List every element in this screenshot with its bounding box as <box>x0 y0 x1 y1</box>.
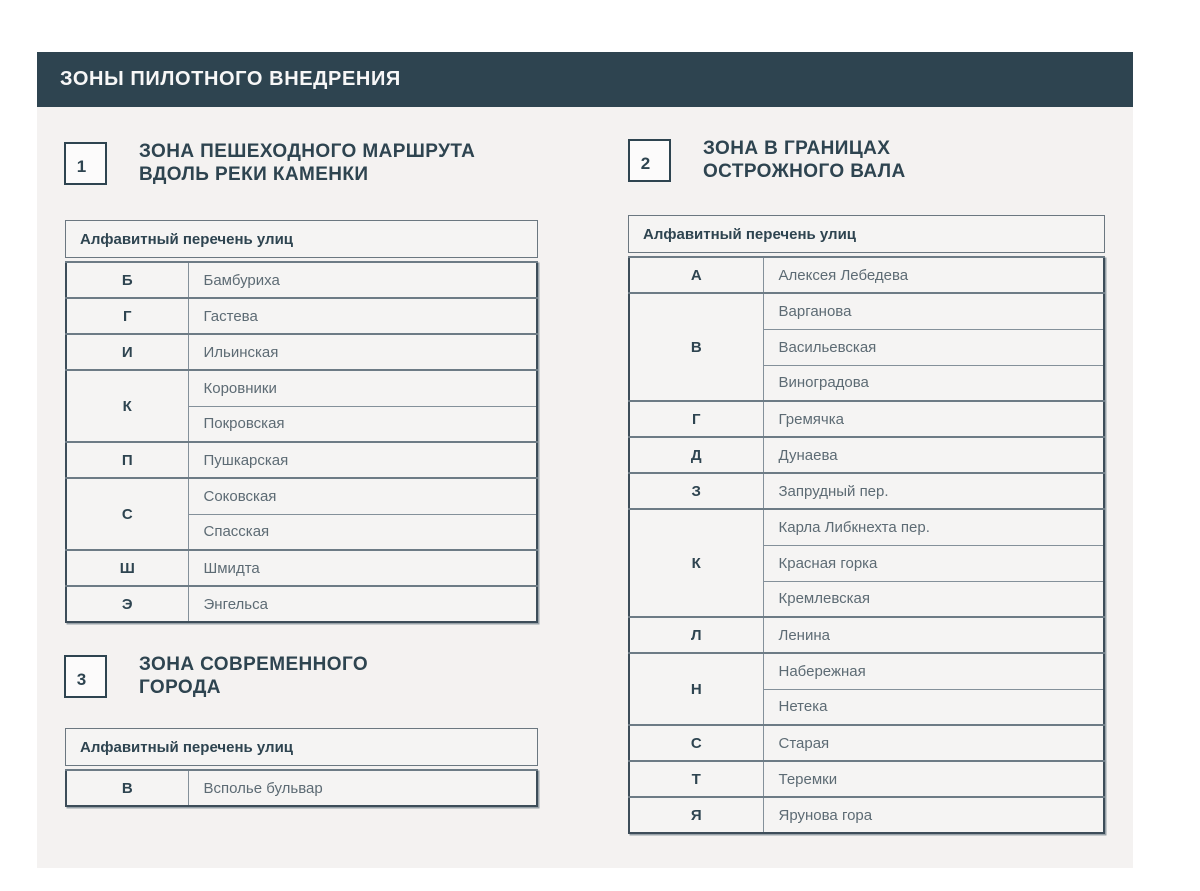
table-row <box>629 797 1104 833</box>
street-cell: Запрудный пер. <box>763 473 1104 509</box>
letter-cell: Б <box>66 262 188 298</box>
zone-number: 1 <box>76 156 87 176</box>
street-cell: Спасская <box>188 514 537 550</box>
street-table <box>628 256 1105 834</box>
table-row <box>629 617 1104 653</box>
zone-title-line: ЗОНА ПЕШЕХОДНОГО МАРШРУТА <box>139 141 476 162</box>
table-body-container <box>65 261 538 623</box>
street-table <box>65 769 538 807</box>
table-row <box>629 473 1104 509</box>
letter-cell: Г <box>66 298 188 334</box>
table-row <box>629 725 1104 761</box>
letter-cell: Г <box>629 401 763 437</box>
street-cell: Ярунова гора <box>763 797 1104 833</box>
street-cell: Алексея Лебедева <box>763 257 1104 293</box>
zone-1-number-badge <box>64 142 107 185</box>
table-header: Алфавитный перечень улиц <box>628 215 1105 253</box>
table-header: Алфавитный перечень улиц <box>65 220 538 258</box>
table-row <box>629 761 1104 797</box>
zone-3-header <box>64 655 368 699</box>
zone-title-line: ГОРОДА <box>139 677 221 698</box>
zone-3-title <box>139 653 368 699</box>
zone-number: 2 <box>640 153 651 173</box>
street-cell: Виноградова <box>763 365 1104 401</box>
letter-cell: С <box>66 478 188 550</box>
table-row <box>66 550 537 586</box>
letter-cell: Э <box>66 586 188 622</box>
table-row <box>629 401 1104 437</box>
street-cell: Коровники <box>188 370 537 406</box>
table-row <box>629 257 1104 293</box>
street-cell: Красная горка <box>763 545 1104 581</box>
street-cell: Соковская <box>188 478 537 514</box>
table-row <box>629 437 1104 473</box>
zone-title-line: ЗОНА СОВРЕМЕННОГО <box>139 654 369 675</box>
letter-cell: З <box>629 473 763 509</box>
table-row <box>66 586 537 622</box>
table-row <box>66 334 537 370</box>
table-row <box>629 293 1104 329</box>
letter-cell: Д <box>629 437 763 473</box>
table-body-container <box>628 256 1105 834</box>
street-cell: Васильевская <box>763 329 1104 365</box>
letter-cell: Ш <box>66 550 188 586</box>
zone-title-line: ВДОЛЬ РЕКИ КАМЕНКИ <box>139 164 369 185</box>
street-cell: Шмидта <box>188 550 537 586</box>
street-cell: Старая <box>763 725 1104 761</box>
table-row <box>629 653 1104 689</box>
street-cell: Дунаева <box>763 437 1104 473</box>
letter-cell: Л <box>629 617 763 653</box>
letter-cell: П <box>66 442 188 478</box>
zone-1-header <box>64 142 475 186</box>
zone-title-line: ОСТРОЖНОГО ВАЛА <box>703 161 906 182</box>
street-cell: Набережная <box>763 653 1104 689</box>
letter-cell: К <box>66 370 188 442</box>
street-cell: Варганова <box>763 293 1104 329</box>
letter-cell: К <box>629 509 763 617</box>
street-cell: Энгельса <box>188 586 537 622</box>
letter-cell: Т <box>629 761 763 797</box>
street-table <box>65 261 538 623</box>
table-body-container <box>65 769 538 807</box>
letter-cell: В <box>66 770 188 806</box>
zone-number: 3 <box>76 669 87 689</box>
letter-cell: С <box>629 725 763 761</box>
table-row <box>66 770 537 806</box>
letter-cell: В <box>629 293 763 401</box>
street-cell: Пушкарская <box>188 442 537 478</box>
zone-1-title <box>139 140 475 186</box>
street-cell: Ленина <box>763 617 1104 653</box>
letter-cell: А <box>629 257 763 293</box>
table-row <box>629 509 1104 545</box>
street-cell: Покровская <box>188 406 537 442</box>
zone-3-street-table <box>65 728 538 807</box>
street-cell: Гастева <box>188 298 537 334</box>
street-cell: Бамбуриха <box>188 262 537 298</box>
zone-title-line: ЗОНА В ГРАНИЦАХ <box>703 138 891 159</box>
street-cell: Кремлевская <box>763 581 1104 617</box>
table-row <box>66 370 537 406</box>
table-row <box>66 262 537 298</box>
zone-2-number-badge <box>628 139 671 182</box>
letter-cell: Н <box>629 653 763 725</box>
table-row <box>66 442 537 478</box>
zone-3-number-badge <box>64 655 107 698</box>
table-row <box>66 478 537 514</box>
table-row <box>66 298 537 334</box>
street-cell: Теремки <box>763 761 1104 797</box>
street-cell: Нетека <box>763 689 1104 725</box>
street-cell: Ильинская <box>188 334 537 370</box>
street-cell: Гремячка <box>763 401 1104 437</box>
letter-cell: И <box>66 334 188 370</box>
zone-2-street-table <box>628 215 1105 834</box>
street-cell: Всполье бульвар <box>188 770 537 806</box>
table-header: Алфавитный перечень улиц <box>65 728 538 766</box>
letter-cell: Я <box>629 797 763 833</box>
street-cell: Карла Либкнехта пер. <box>763 509 1104 545</box>
page-title: ЗОНЫ ПИЛОТНОГО ВНЕДРЕНИЯ <box>60 68 401 90</box>
zone-2-title <box>703 137 906 183</box>
zone-2-header <box>628 139 906 183</box>
page-title-bar <box>37 52 1133 107</box>
zone-1-street-table <box>65 220 538 623</box>
